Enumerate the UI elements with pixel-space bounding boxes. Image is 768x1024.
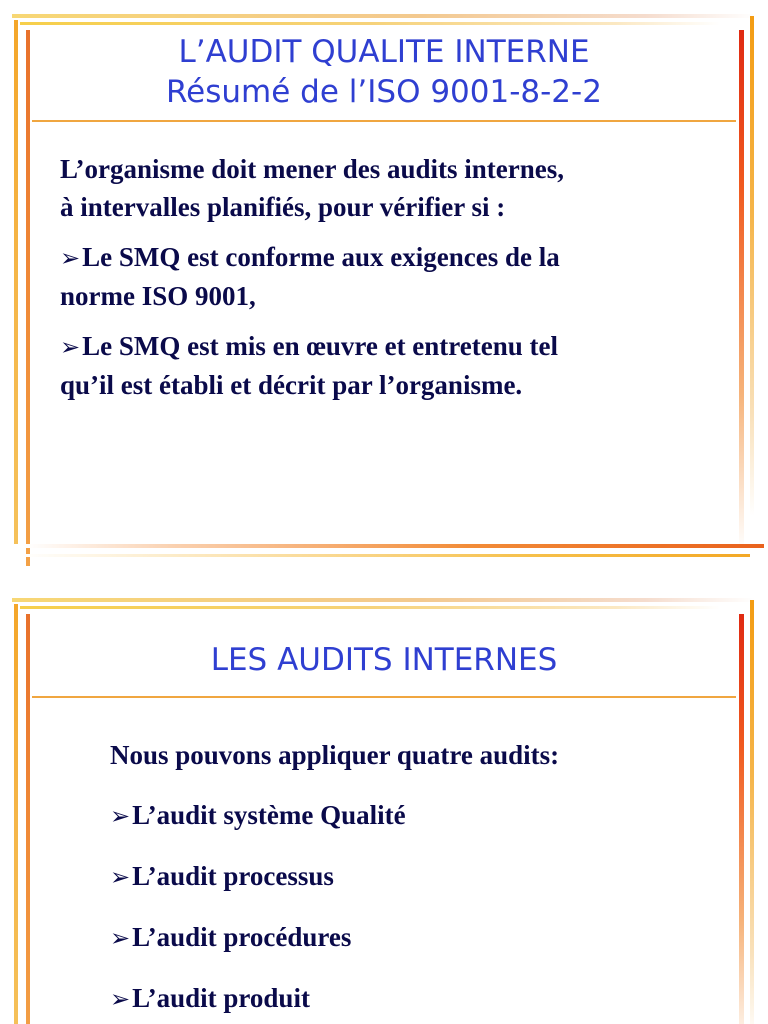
- arrow-bullet-icon: ➢: [60, 244, 81, 272]
- arrow-bullet-icon: ➢: [110, 863, 131, 891]
- frame-right-bar-inner: [750, 16, 754, 516]
- arrow-bullet-icon: ➢: [60, 333, 81, 361]
- list-item-label: L’audit procédures: [132, 922, 352, 952]
- list-item: [110, 857, 730, 896]
- frame-right-bar-inner: [750, 600, 754, 1024]
- list-item: [110, 796, 730, 835]
- slide-title: [34, 32, 734, 112]
- frame-left-bar: [14, 20, 18, 544]
- list-item: [110, 918, 730, 957]
- frame-left-bar-inner: [26, 30, 30, 566]
- arrow-bullet-icon: ➢: [110, 985, 131, 1013]
- title-line-2: Résumé de l’ISO 9001-8-2-2: [166, 74, 602, 110]
- slide-body: [110, 736, 730, 1024]
- bullet-line-2: norme ISO 9001,: [60, 281, 256, 311]
- bullet-item: [60, 238, 740, 315]
- frame-left-bar-inner: [26, 614, 30, 1024]
- intro-line-2: à intervalles planifiés, pour vérifier si :: [60, 192, 506, 222]
- frame-top-bar: [12, 14, 756, 18]
- frame-top-bar-inner: [20, 606, 720, 609]
- arrow-bullet-icon: ➢: [110, 802, 131, 830]
- list-item-label: L’audit processus: [132, 861, 334, 891]
- slide-les-audits-internes: [0, 584, 768, 1024]
- intro-line-1: L’organisme doit mener des audits internes,: [60, 154, 565, 184]
- bullet-line-2: qu’il est établi et décrit par l’organisme.: [60, 370, 523, 400]
- bullet-item: [60, 327, 740, 404]
- title-divider: [32, 696, 736, 698]
- frame-bottom-bar-inner: [20, 554, 750, 557]
- intro-paragraph: [60, 150, 740, 226]
- frame-top-bar-inner: [20, 22, 720, 25]
- frame-top-bar: [12, 598, 756, 602]
- intro-paragraph: Nous pouvons appliquer quatre audits:: [110, 740, 560, 770]
- arrow-bullet-icon: ➢: [110, 924, 131, 952]
- title-divider: [32, 120, 736, 122]
- bullet-line-1: Le SMQ est mis en œuvre et entretenu tel: [82, 331, 559, 361]
- list-item: [110, 979, 730, 1018]
- bullet-line-1: Le SMQ est conforme aux exigences de la: [82, 242, 560, 272]
- frame-left-bar: [14, 604, 18, 1024]
- frame-bottom-bar: [26, 544, 764, 548]
- list-item-label: L’audit système Qualité: [132, 800, 406, 830]
- slide-body: [60, 150, 740, 416]
- slide-title: LES AUDITS INTERNES: [210, 642, 558, 678]
- list-item-label: L’audit produit: [132, 983, 310, 1013]
- title-line-1: L’AUDIT QUALITE INTERNE: [178, 34, 590, 70]
- frame-right-bar: [739, 614, 744, 1024]
